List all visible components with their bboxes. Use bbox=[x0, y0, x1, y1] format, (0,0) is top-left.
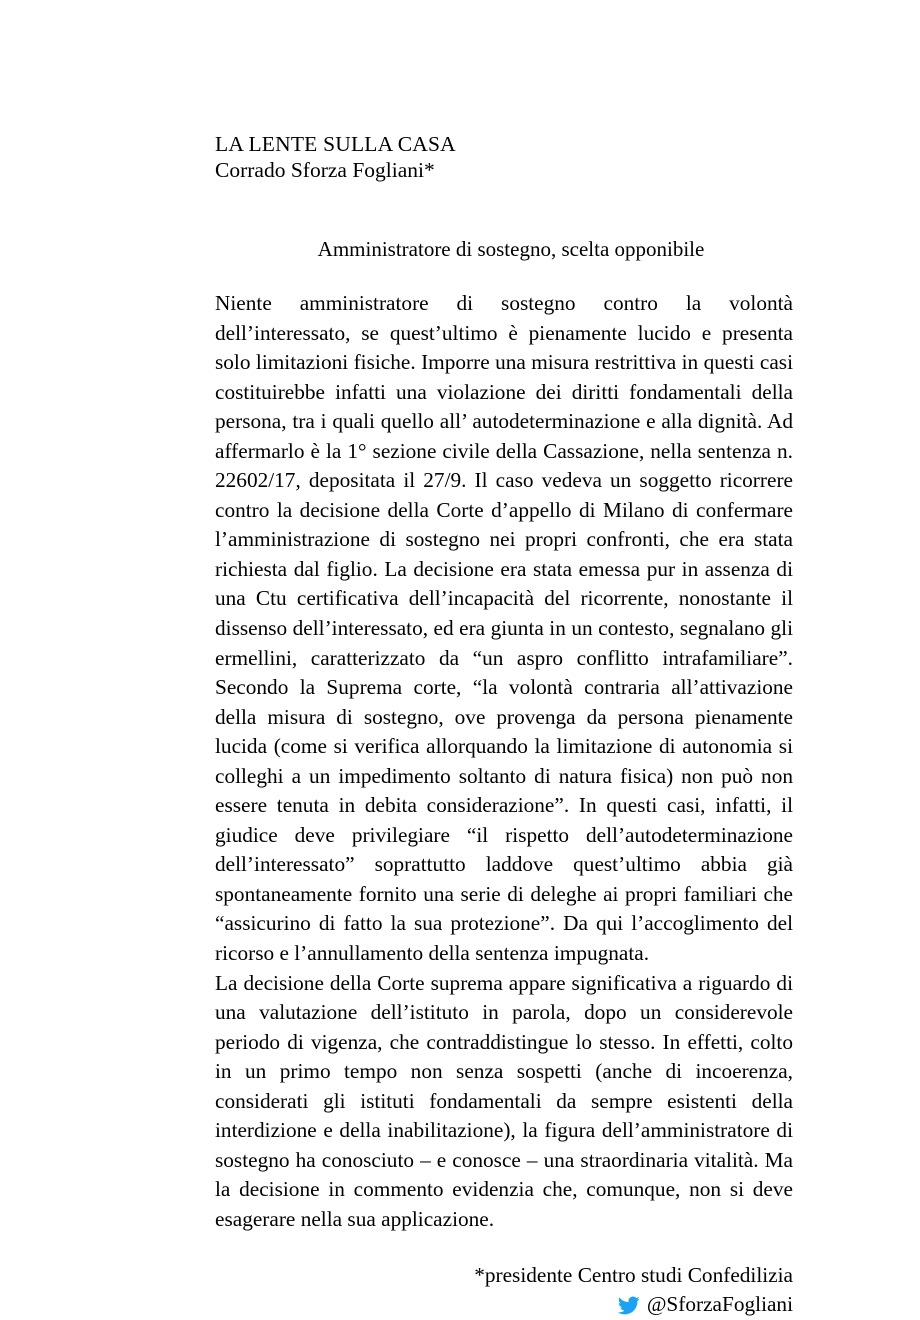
column-title: LA LENTE SULLA CASA bbox=[215, 132, 456, 156]
body-paragraph: Niente amministratore di sostegno contro la volontà dell’interessato, se quest’ultimo è pienamente lucido e presenta solo limitazioni fisiche. Imporre una misura restrittiva in questi casi costituirebbe infatti una violazione dei diritti fondamentali della persona, tra i quali quello all’ autodeterminazione e alla dignità. Ad affermarlo è la 1° sezione civile della Cassazione, nella sentenza n. 22602/17, depositata il 27/9. Il caso vedeva un soggetto ricorrere contro la decisione della Corte d’appello di Milano di confermare l’amministrazione di sostegno nei propri confronti, che era stata richiesta dal figlio. La decisione era stata emessa pur in assenza di una Ctu certificativa dell’incapacità del ricorrente, nonostante il dissenso dell’interessato, ed era giunta in un contesto, segnalano gli ermellini, caratterizzato da “un aspro conflitto intrafamiliare”. Secondo la Suprema corte, “la volontà contraria all’attivazione della misura di sostegno, ove provenga da persona pienamente lucida (come si verifica allorquando la limitazione di autonomia si colleghi a un impedimento soltanto di natura fisica) non può non essere tenuta in debita considerazione”. In questi casi, infatti, il giudice deve privilegiare “il rispetto dell’autodeterminazione dell’interessato” soprattutto laddove quest’ultimo abbia già spontaneamente fornito una serie di deleghe ai propri familiari che “assicurino di fatto la sua protezione”. Da qui l’accoglimento del ricorso e l’annullamento della sentenza impugnata. bbox=[215, 291, 793, 966]
masthead bbox=[215, 131, 793, 183]
twitter-handle-line bbox=[215, 1290, 793, 1320]
document-content bbox=[215, 131, 793, 1320]
twitter-handle-text: @SforzaFogliani bbox=[646, 1292, 793, 1316]
author-role-note: *presidente Centro studi Confedilizia bbox=[474, 1262, 793, 1287]
article-headline: Amministratore di sostegno, scelta opponibile bbox=[317, 237, 705, 261]
author-byline: Corrado Sforza Fogliani* bbox=[215, 158, 435, 182]
body-paragraph: La decisione della Corte suprema appare significativa a riguardo di una valutazione dell’istituto in parola, dopo un considerevole periodo di vigenza, che contraddistingue lo stesso. In effetti, colto in un primo tempo non senza sospetti (anche di incoerenza, considerati gli istituti fondamentali da sempre esistenti della interdizione e della inabilitazione), la figura dell’amministratore di sostegno ha conosciuto – e conosce – una straordinaria vitalità. Ma la decisione in commento evidenzia che, comunque, non si deve esagerare nella sua applicazione. bbox=[215, 970, 793, 1231]
signature-block bbox=[215, 1261, 793, 1320]
twitter-bird-icon bbox=[617, 1294, 640, 1317]
article-body bbox=[215, 289, 793, 1235]
